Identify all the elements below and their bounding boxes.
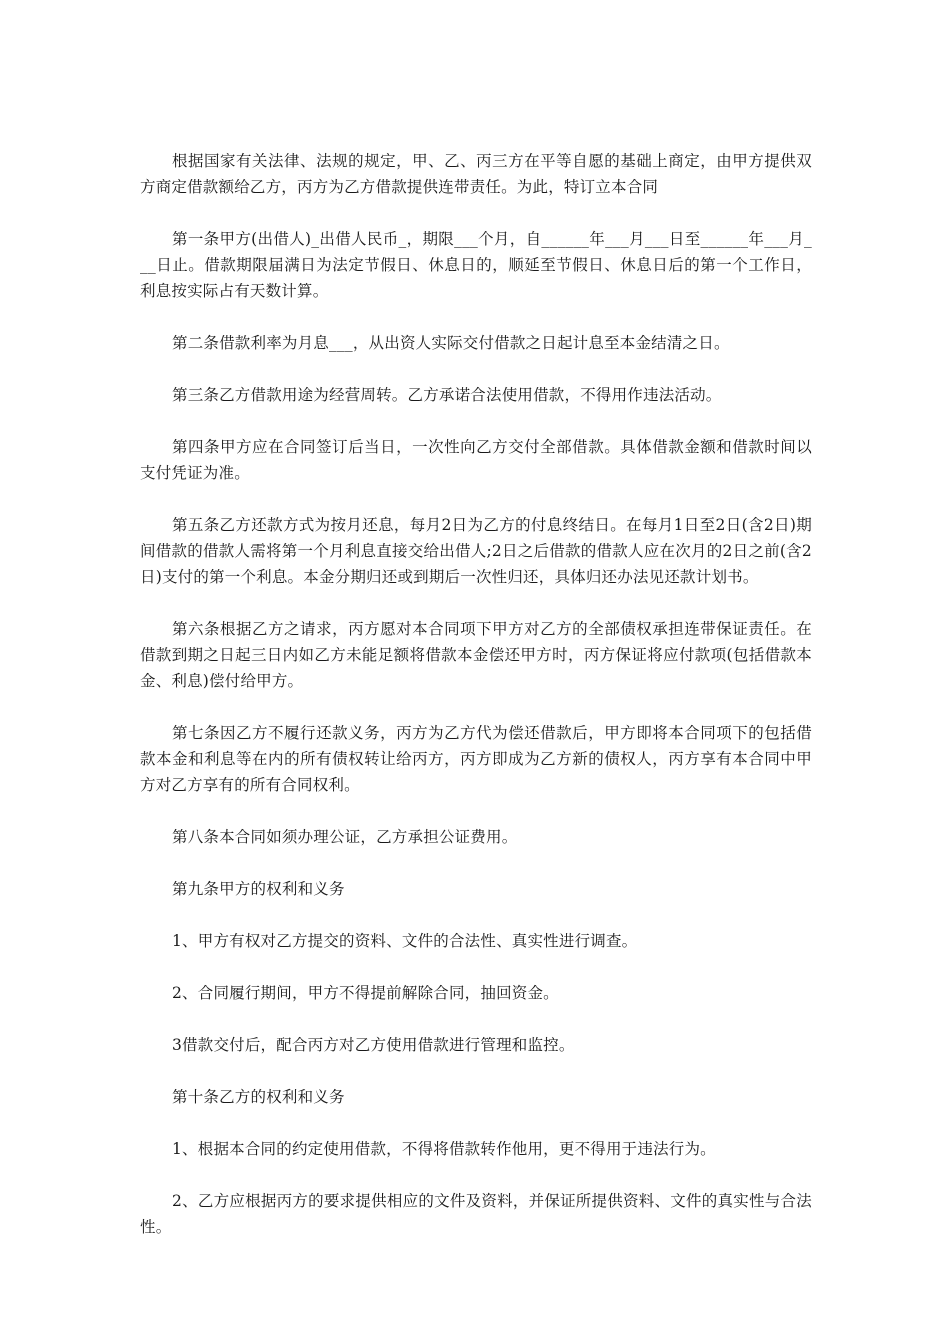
paragraph-article-1: 第一条甲方(出借人)_出借人民币_，期限___个月，自______年___月___日至______年___月___日止。借款期限届满日为法定节假日、休息日的，顺延至节假日、休息日后的第一个工作日，利息按实际占有天数计算。 [140,230,812,300]
paragraph-article-9-item-3: 3借款交付后，配合丙方对乙方使用借款进行管理和监控。 [172,1036,575,1054]
paragraph-article-9-item-1: 1、甲方有权对乙方提交的资料、文件的合法性、真实性进行调查。 [172,932,638,950]
paragraph-article-5: 第五条乙方还款方式为按月还息，每月2日为乙方的付息终结日。在每月1日至2日(含2日)期间借款的借款人需将第一个月利息直接交给出借人;2日之后借款的借款人应在次月的2日之前(含2日)支付的第一个利息。本金分期归还或到期后一次性归还，具体归还办法见还款计划书。 [140,516,812,586]
paragraph-article-9-heading: 第九条甲方的权利和义务 [172,880,345,898]
paragraph-article-6: 第六条根据乙方之请求，丙方愿对本合同项下甲方对乙方的全部债权承担连带保证责任。在借款到期之日起三日内如乙方未能足额将借款本金偿还甲方时，丙方保证将应付款项(包括借款本金、利息)偿付给甲方。 [140,620,812,690]
paragraph-article-7: 第七条因乙方不履行还款义务，丙方为乙方代为偿还借款后，甲方即将本合同项下的包括借款本金和利息等在内的所有债权转让给丙方，丙方即成为乙方新的债权人，丙方享有本合同中甲方对乙方享有的所有合同权利。 [140,724,812,794]
paragraph-article-10-item-1: 1、根据本合同的约定使用借款，不得将借款转作他用，更不得用于违法行为。 [172,1140,716,1158]
paragraph-article-9-item-2: 2、合同履行期间，甲方不得提前解除合同，抽回资金。 [172,984,559,1002]
paragraph-preamble: 根据国家有关法律、法规的规定，甲、乙、丙三方在平等自愿的基础上商定，由甲方提供双方商定借款额给乙方，丙方为乙方借款提供连带责任。为此，特订立本合同 [140,152,812,196]
paragraph-article-8: 第八条本合同如须办理公证，乙方承担公证费用。 [172,828,518,846]
paragraph-article-10-item-2: 2、乙方应根据丙方的要求提供相应的文件及资料，并保证所提供资料、文件的真实性与合法性。 [140,1192,812,1236]
paragraph-article-3: 第三条乙方借款用途为经营周转。乙方承诺合法使用借款，不得用作违法活动。 [172,386,722,404]
paragraph-article-4: 第四条甲方应在合同签订后当日，一次性向乙方交付全部借款。具体借款金额和借款时间以支付凭证为准。 [140,438,812,482]
paragraph-article-10-heading: 第十条乙方的权利和义务 [172,1088,345,1106]
document-body [140,148,812,1266]
paragraph-article-2: 第二条借款利率为月息___，从出资人实际交付借款之日起计息至本金结清之日。 [172,334,730,352]
